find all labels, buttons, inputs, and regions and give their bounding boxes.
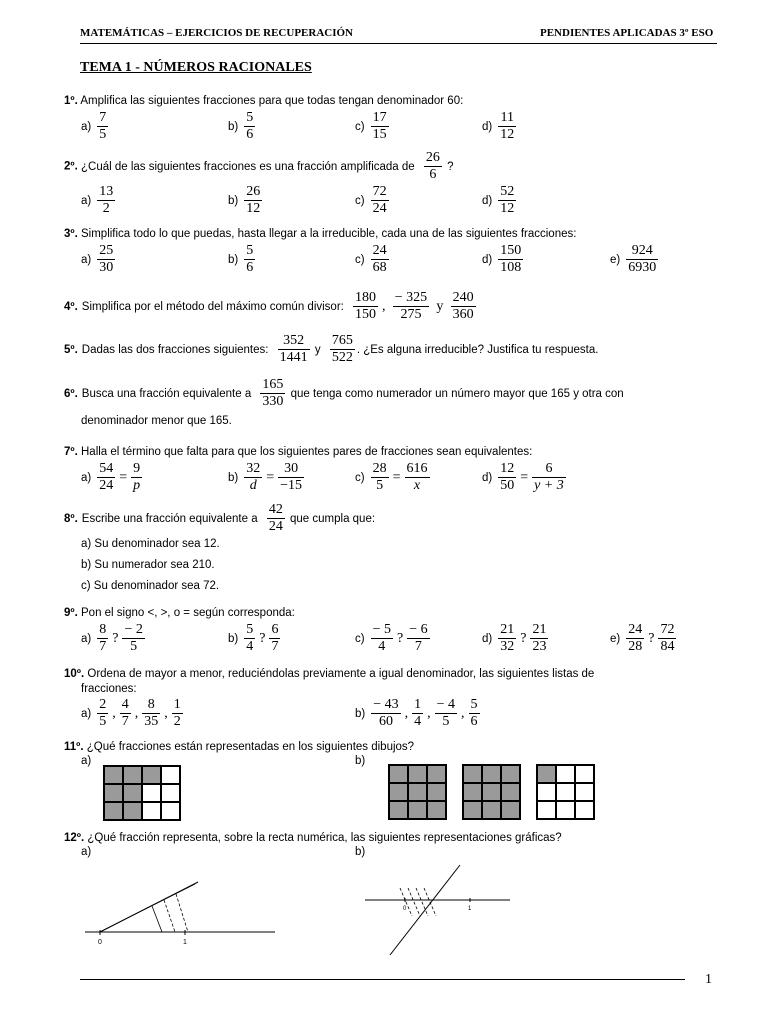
exercise-item: b) $\frac{32}{d}$ = $\frac{30}{-15}$ [228,461,303,493]
parallel-line-dashed [164,900,175,932]
grid-cell [408,801,427,819]
question-number: 1º. [64,95,78,107]
grid-cell [575,765,594,783]
exercise-item: b) $\frac{5}{4}$ ? $\frac{6}{7}$ [228,622,279,654]
sub-item: a) Su denominador sea 12. [81,538,220,550]
question-10-line2: fracciones: [81,683,137,695]
fraction: $\frac{- 325}{275}$ [394,290,428,322]
grid-cell [556,783,575,801]
question-text: ¿Qué fracción representa, sobre la recta numérica, las siguientes representaciones gráficas? [87,832,562,844]
exercise-item: b) $\frac{5}{6}$ [228,110,254,142]
exercise-item: e) $\frac{924}{6930}$ [610,243,657,275]
fraction: $\frac{8}{35}$ [144,697,159,729]
tick-label-0: 0 [98,939,102,946]
grid-cell [123,802,142,820]
fraction: $\frac{30}{-15}$ [280,461,303,493]
question-4: 4º. Simplifica por el método del máximo común divisor: $\frac{180}{150}$ , $\frac{- 325}{275}$ y $\frac{240}{360}$ [64,290,474,322]
grid-cell [501,765,520,783]
fraction: $\frac{924}{6930}$ [628,243,657,275]
fraction: $\frac{4}{7}$ [121,697,129,729]
fraction: $\frac{12}{50}$ [500,461,515,493]
fraction: $\frac{8}{7}$ [99,622,107,654]
question-number: 8º. [64,512,78,525]
exercise-item: c) $\frac{72}{24}$ [355,184,387,216]
question-11 [64,741,414,753]
grid-cell [537,801,556,819]
fraction: $\frac{765}{522}$ [331,333,353,365]
exercise-item: d) $\frac{11}{12}$ [482,110,515,142]
fraction: $\frac{54}{24}$ [99,461,114,493]
question-3 [64,228,576,240]
question-1 [64,95,463,107]
grid-cell [142,802,161,820]
fraction: $\frac{1}{2}$ [173,697,181,729]
fraction: $\frac{13}{2}$ [99,184,114,216]
exercise-item: c) $\frac{- 5}{4}$ ? $\frac{- 6}{7}$ [355,622,428,654]
question-number: 10º. [64,668,85,680]
grid-cell [104,802,123,820]
grid-cell [161,802,180,820]
fraction-list-a: a) $\frac{2}{5}$ , $\frac{4}{7}$ , $\frac{8}{35}$ , $\frac{1}{2}$ [81,697,181,729]
grid-cell [389,783,408,801]
sub-item: b) Su numerador sea 210. [81,559,215,571]
fraction: $\frac{17}{15}$ [372,110,387,142]
fraction-grid [536,764,595,820]
fraction: $\frac{5}{6}$ [246,243,254,275]
grid-cell [501,783,520,801]
label-b: b) [355,755,366,767]
question-text: Halla el término que falta para que los siguientes pares de fracciones sean equivalentes: [81,446,533,458]
exercise-item: c) $\frac{17}{15}$ [355,110,387,142]
fraction: $\frac{24}{28}$ [628,622,643,654]
exercise-item: a) $\frac{13}{2}$ [81,184,114,216]
footer-rule [80,979,685,980]
label-b: b) [355,846,366,858]
question-2: 2º. ¿Cuál de las siguientes fracciones es una fracción amplificada de $\frac{26}{6}$ ? [64,150,454,182]
fraction: $\frac{6}{7}$ [271,622,279,654]
question-number: 4º. [64,300,78,313]
exercise-item: a) $\frac{8}{7}$ ? $\frac{- 2}{5}$ [81,622,143,654]
fraction: $\frac{2}{5}$ [99,697,107,729]
fraction: $\frac{5}{6}$ [246,110,254,142]
grid-cell [142,766,161,784]
question-text: Pon el signo <, >, o = según corresponda: [81,607,295,619]
exercise-item: d) $\frac{150}{108}$ [482,243,522,275]
exercise-item: b) $\frac{5}{6}$ [228,243,254,275]
grid-cell [123,766,142,784]
fraction: $\frac{- 6}{7}$ [409,622,428,654]
ray-segment [100,884,195,932]
fraction: $\frac{24}{68}$ [372,243,387,275]
grid-cell [142,784,161,802]
grid-cell [104,766,123,784]
grid-cell [575,801,594,819]
fraction: $\frac{5}{6}$ [470,697,478,729]
exercise-item: d) $\frac{12}{50}$ = $\frac{6}{y + 3}$ [482,461,564,493]
fraction: $\frac{1}{4}$ [414,697,422,729]
question-number: 11º. [64,741,84,753]
question-number: 7º. [64,446,78,458]
question-number: 2º. [64,160,78,173]
question-8: 8º. Escribe una fracción equivalente a $\frac{42}{24}$ que cumpla que: [64,502,376,534]
auxiliary-ray [390,865,460,955]
fraction: $\frac{42}{24}$ [268,502,283,534]
question-10 [64,668,594,680]
fraction: $\frac{11}{12}$ [500,110,515,142]
grid-cell [427,801,446,819]
fraction: $\frac{- 4}{5}$ [436,697,456,729]
question-text: Dadas las dos fracciones siguientes: [81,343,269,356]
exercise-item: a) $\frac{54}{24}$ = $\frac{9}{p}$ [81,461,141,493]
question-text: Simplifica todo lo que puedas, hasta llegar a la irreducible, cada una de las siguientes fracciones: [81,228,577,240]
fraction: $\frac{- 43}{60}$ [373,697,399,729]
fraction: $\frac{21}{23}$ [532,622,547,654]
tick-label-1: 1 [183,939,187,946]
label-a: a) [81,846,92,858]
question-text: ¿Qué fracciones están representadas en los siguientes dibujos? [86,741,415,753]
fraction: $\frac{5}{4}$ [246,622,254,654]
grid-cell [104,784,123,802]
fraction: $\frac{352}{1441}$ [279,333,308,365]
exercise-item: b) $\frac{26}{12}$ [228,184,261,216]
grid-cell [501,801,520,819]
question-text: ¿Cuál de las siguientes fracciones es una fracción amplificada de [81,160,415,173]
grid-cell [482,801,501,819]
fraction: $\frac{26}{6}$ [425,150,440,182]
question-text: Simplifica por el método del máximo común divisor: [81,300,344,313]
question-6: 6º. Busca una fracción equivalente a $\frac{165}{330}$ que tenga como numerador un número mayor que 165 y otra con [64,377,624,409]
fraction: $\frac{240}{360}$ [452,290,474,322]
grid-cell [556,765,575,783]
fraction: $\frac{28}{5}$ [372,461,387,493]
fraction: $\frac{52}{12}$ [500,184,515,216]
sub-item: c) Su denominador sea 72. [81,580,220,592]
exercise-item: d) $\frac{52}{12}$ [482,184,515,216]
grid-cell [575,783,594,801]
grid-cell [161,766,180,784]
exercise-item: c) $\frac{28}{5}$ = $\frac{616}{x}$ [355,461,428,493]
number-line-figure-b [360,860,520,960]
question-number: 12º. [64,832,85,844]
fraction-list-b: b) $\frac{- 43}{60}$ , $\frac{1}{4}$ , $\frac{- 4}{5}$ , $\frac{5}{6}$ [355,697,478,729]
grid-cell [463,765,482,783]
fraction: $\frac{616}{x}$ [406,461,428,493]
question-12 [64,832,562,844]
number-line-figure-a [80,860,290,960]
fraction: $\frac{6}{y + 3}$ [534,461,564,493]
fraction: $\frac{150}{108}$ [500,243,522,275]
fraction: $\frac{9}{p}$ [133,461,141,493]
exercise-item: a) $\frac{7}{5}$ [81,110,107,142]
question-text: Amplifica las siguientes fracciones para que todas tengan denominador 60: [80,95,464,107]
question-number: 6º. [64,387,78,400]
fraction: $\frac{25}{30}$ [99,243,114,275]
grid-cell [427,765,446,783]
grid-cell [389,801,408,819]
exercise-item: a) $\frac{25}{30}$ [81,243,114,275]
fraction-grid [462,764,521,820]
grid-cell [463,801,482,819]
grid-cell [537,783,556,801]
question-9 [64,607,295,619]
exercise-item: d) $\frac{21}{32}$ ? $\frac{21}{23}$ [482,622,547,654]
question-text: Escribe una fracción equivalente a [81,512,258,525]
question-text: Busca una fracción equivalente a [81,387,252,400]
tick-label-0: 0 [403,906,407,912]
fraction: $\frac{21}{32}$ [500,622,515,654]
grid-cell [427,783,446,801]
header-left: MATEMÁTICAS – EJERCICIOS DE RECUPERACIÓN [80,27,353,39]
question-number: 9º. [64,607,78,619]
grid-cell [408,765,427,783]
grid-cell [482,765,501,783]
header-right: PENDIENTES APLICADAS 3º ESO [540,27,714,39]
fraction: $\frac{26}{12}$ [246,184,261,216]
parallel-line [152,906,162,932]
fraction: $\frac{72}{84}$ [660,622,675,654]
grid-cell [482,783,501,801]
page-title: TEMA 1 - NÚMEROS RACIONALES [80,60,312,75]
fraction: $\frac{- 5}{4}$ [372,622,391,654]
label-a: a) [81,755,92,767]
question-number: 3º. [64,228,78,240]
parallel-line-dashed [176,894,188,932]
grid-cell [161,784,180,802]
tick-label-1: 1 [468,906,472,912]
grid-cell [537,765,556,783]
exercise-item: e) $\frac{24}{28}$ ? $\frac{72}{84}$ [610,622,675,654]
grid-cell [123,784,142,802]
grid-cell [389,765,408,783]
question-5: 5º. Dadas las dos fracciones siguientes: $\frac{352}{1441}$ y $\frac{765}{522}$ . ¿Es alguna irreducible? Justifica tu respuesta. [64,333,599,365]
fraction: $\frac{- 2}{5}$ [124,622,143,654]
fraction: $\frac{165}{330}$ [262,377,284,409]
question-number: 5º. [64,343,78,356]
question-7 [64,446,532,458]
exercise-item: c) $\frac{24}{68}$ [355,243,387,275]
page-number: 1 [705,972,712,987]
grid-cell [463,783,482,801]
fraction: $\frac{32}{d}$ [246,461,261,493]
fraction-grid [103,765,181,821]
fraction-grid [388,764,447,820]
grid-cell [556,801,575,819]
fraction: $\frac{7}{5}$ [99,110,107,142]
fraction: $\frac{180}{150}$ [355,290,377,322]
header-rule [80,43,717,44]
question-text: Ordena de mayor a menor, reduciéndolas previamente a igual denominador, las siguientes listas de [87,668,595,680]
fraction: $\frac{72}{24}$ [372,184,387,216]
grid-cell [408,783,427,801]
question-6-line2: denominador menor que 165. [81,415,232,427]
